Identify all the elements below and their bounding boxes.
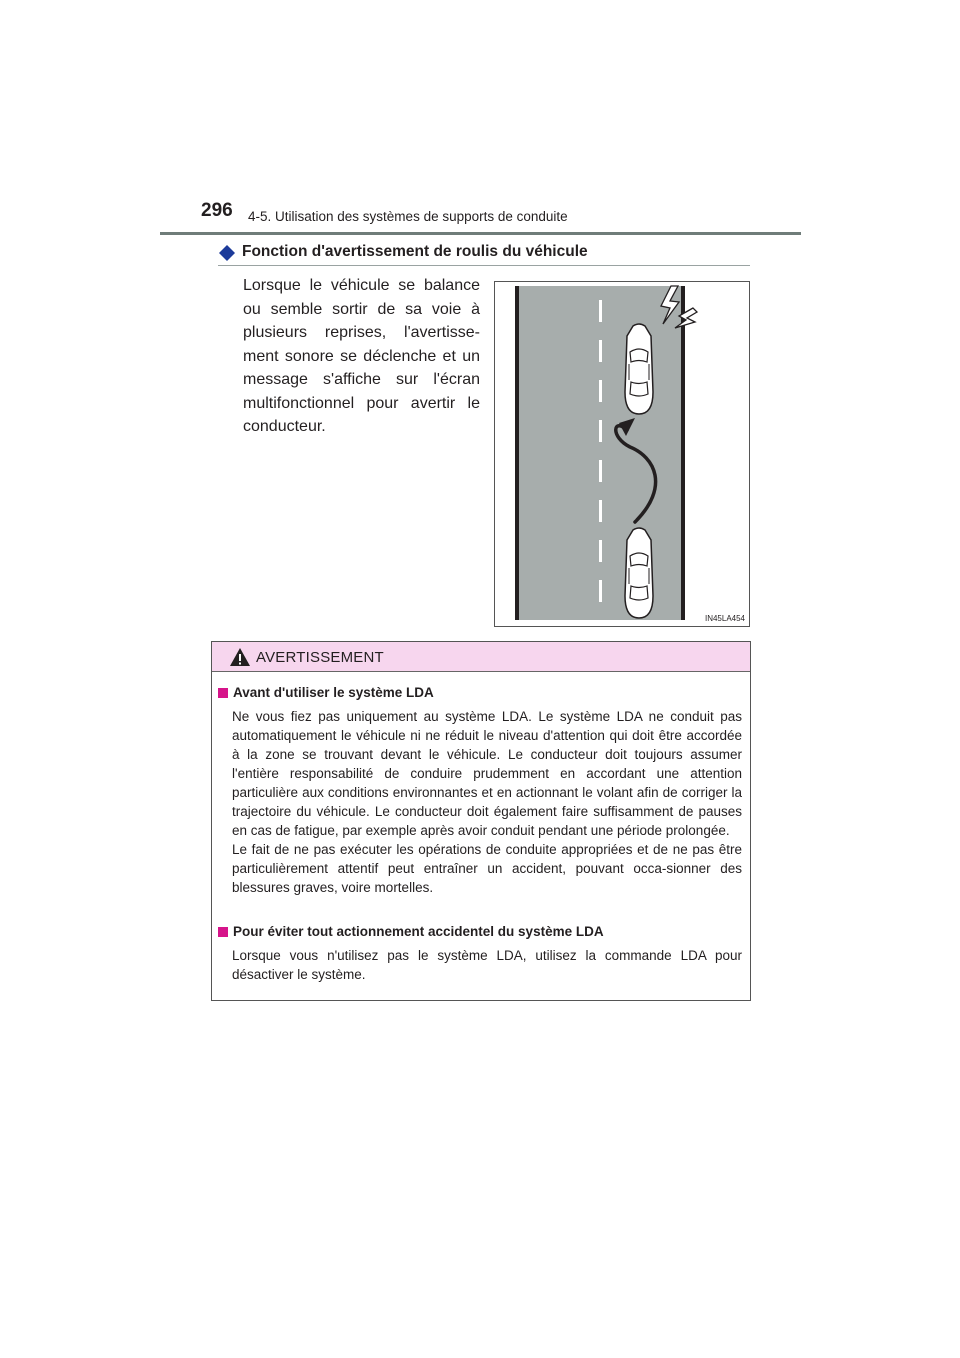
warning-item-text <box>232 946 742 984</box>
warning-paragraph: Le fait de ne pas exécuter les opérations de conduite appropriées et de ne pas être particulièrement attentif peut entraîner un accident, pouvant occa-sionner des blessures graves, voire mortelles. <box>232 842 742 895</box>
subsection-divider <box>218 265 750 266</box>
figure-code: IN45LA454 <box>704 614 745 623</box>
warning-paragraph: Lorsque vous n'utilisez pas le système LDA, utilisez la commande LDA pour désactiver le système. <box>232 948 742 982</box>
lane-sway-illustration <box>494 281 750 627</box>
warning-box <box>211 641 751 1001</box>
square-bullet-icon <box>218 688 228 698</box>
subsection-body: Lorsque le véhicule se balance ou semble sortir de sa voie à plusieurs reprises, l'avertisse-ment sonore se déclenche et un message s'affiche sur l'écran multifonctionnel pour avertir le conducteur. <box>243 277 480 435</box>
warning-triangle-icon <box>229 647 251 667</box>
road-surface <box>515 286 685 620</box>
car-top-icon <box>625 324 653 414</box>
page-header <box>0 0 960 240</box>
left-lane-line <box>515 286 519 620</box>
section-title: 4-5. Utilisation des systèmes de supports de conduite <box>248 209 568 224</box>
header-divider <box>160 232 801 235</box>
warning-title: AVERTISSEMENT <box>256 649 384 666</box>
subsection-title: Fonction d'avertissement de roulis du véhicule <box>242 243 588 260</box>
page-number: 296 <box>201 200 233 221</box>
square-bullet-icon <box>218 927 228 937</box>
warning-item-title: Avant d'utiliser le système LDA <box>233 685 434 700</box>
warning-paragraph: Ne vous fiez pas uniquement au système LDA. Le système LDA ne conduit pas automatiquement le véhicule ni ne réduit le niveau d'attention qui doit être accordée à la zone se trouvant devant le véhicule. Le conducteur doit toujours assumer l'entière responsabilité de conduire prudemment en accordant une attention particulière aux conditions environnantes et en actionnant le volant afin de corriger la trajectoire du véhicule. Le conducteur doit également faire suffisamment de pauses en cas de fatigue, par exemple après avoir conduit pendant une période prolongée. <box>232 709 742 838</box>
diamond-bullet-icon <box>218 244 236 262</box>
warning-item-title: Pour éviter tout actionnement accidentel du système LDA <box>233 924 604 939</box>
warning-item-text <box>232 707 742 897</box>
warning-header <box>212 642 750 672</box>
road-diagram <box>495 282 749 626</box>
subsection-heading <box>218 242 750 264</box>
right-lane-line <box>681 286 685 620</box>
car-bottom-icon <box>625 528 653 618</box>
